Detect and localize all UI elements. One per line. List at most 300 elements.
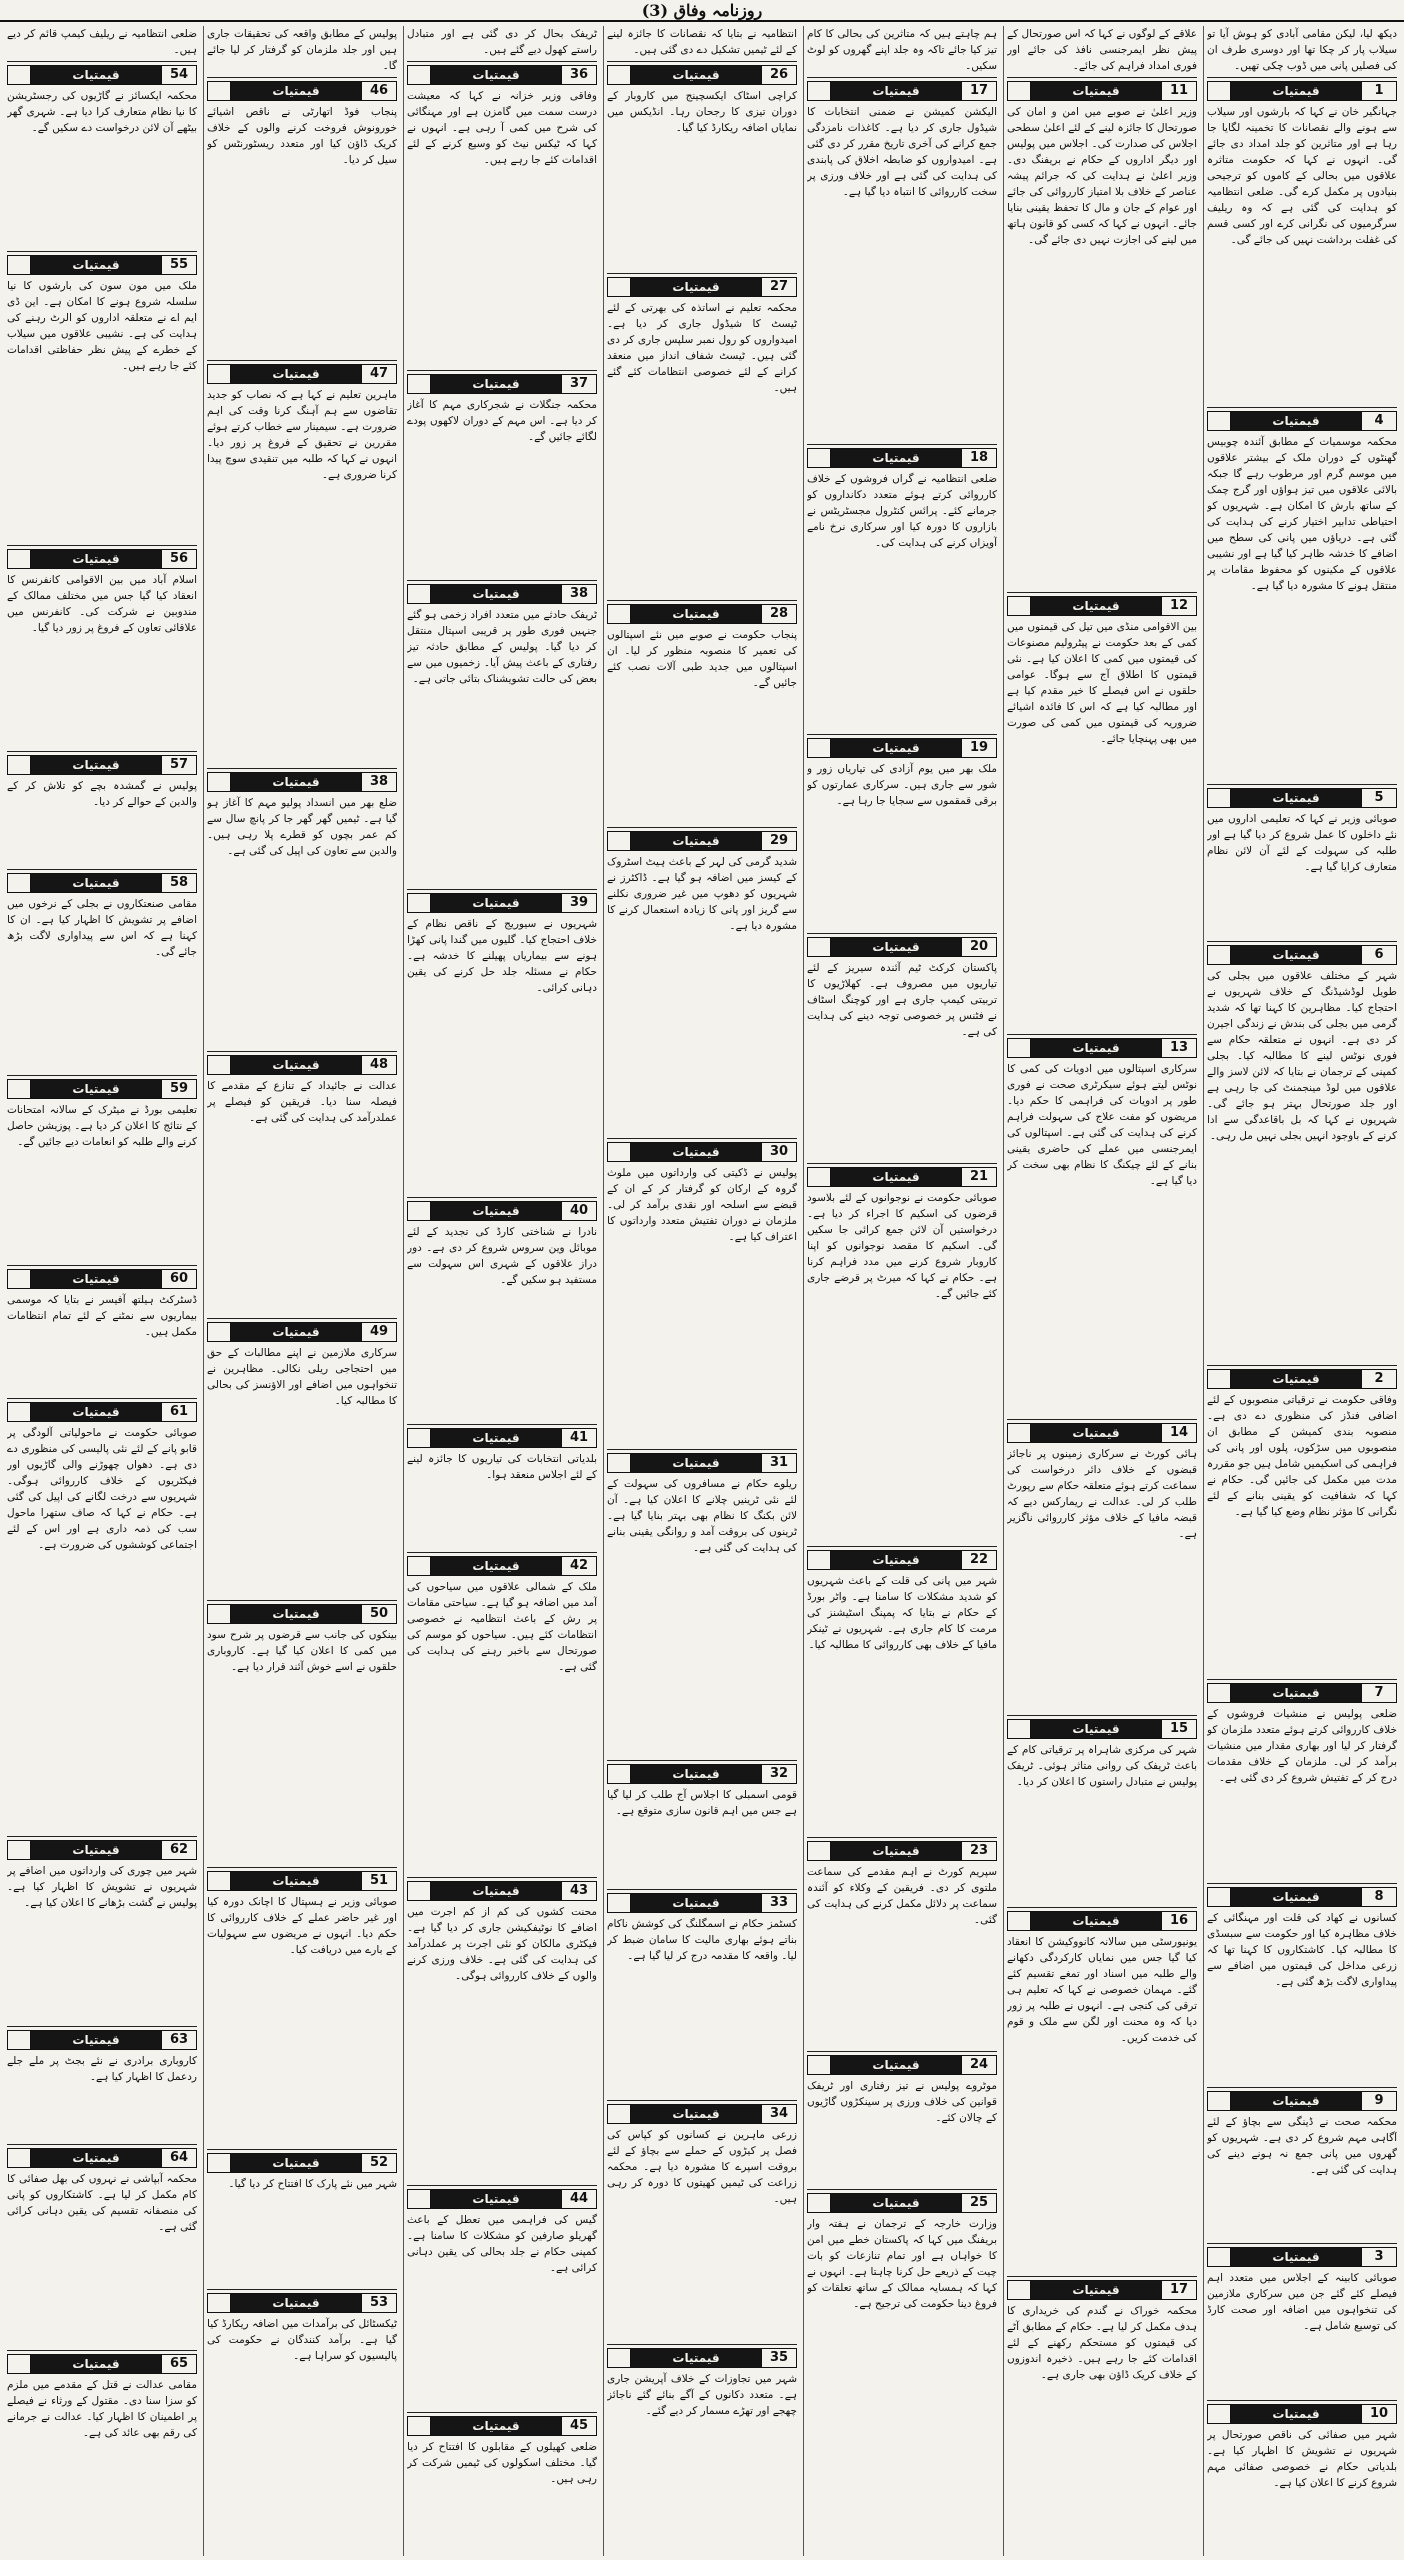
badge-tail [408, 1429, 431, 1447]
badge-tail [1208, 1888, 1231, 1906]
notice-number: 26 [761, 66, 796, 84]
badge-tail [1008, 1720, 1031, 1738]
notice-label: قیمتیات [231, 82, 361, 100]
badge-tail [1208, 1370, 1231, 1388]
classified-columns [4, 26, 1400, 2556]
notice-label: قیمتیات [1031, 1720, 1161, 1738]
notice-item [7, 752, 197, 870]
notice-badge [807, 448, 997, 468]
column [1203, 26, 1400, 2556]
notice-label: قیمتیات [1231, 1684, 1361, 1702]
notice-label: قیمتیات [631, 2349, 761, 2367]
notice-item [807, 1547, 997, 1838]
notice-badge [7, 549, 197, 569]
notice-item [7, 870, 197, 1076]
notice-badge [1207, 1887, 1397, 1907]
notice-text: کسانوں نے کھاد کی قلت اور مہنگائی کے خلاف مظاہرہ کیا اور حکومت سے سبسڈی کا مطالبہ کیا۔ کاشتکاروں کا کہنا تھا کہ زرعی مداخل کی قیمتوں میں اضافے سے پیداواری لاگت بڑھ گئی ہے۔ [1207, 1912, 1397, 1989]
notice-label: قیمتیات [631, 1894, 761, 1912]
notice-text: شدید گرمی کی لہر کے باعث ہیٹ اسٹروک کے کیسز میں اضافہ ہو گیا ہے۔ ڈاکٹرز نے شہریوں کو دھوپ میں غیر ضروری نکلنے سے گریز اور پانی کا زیادہ استعمال کرنے کا مشورہ دیا ہے۔ [607, 856, 797, 933]
notice-badge [1207, 788, 1397, 808]
continued-text: ٹریفک بحال کر دی گئی ہے اور متبادل راستے کھول دیے گئے ہیں۔ [407, 26, 597, 62]
notice-number: 65 [161, 2355, 196, 2373]
notice-label: قیمتیات [1031, 2281, 1161, 2299]
notice-number: 38 [561, 585, 596, 603]
badge-tail [408, 66, 431, 84]
badge-tail [208, 1872, 231, 1890]
notice-badge [607, 2348, 797, 2368]
notice-number: 7 [1361, 1684, 1396, 1702]
notice-item [1207, 78, 1397, 408]
badge-tail [8, 550, 31, 568]
badge-tail [8, 2149, 31, 2167]
notice-badge [407, 65, 597, 85]
notice-number: 22 [961, 1551, 996, 1569]
notice-badge [807, 2055, 997, 2075]
notice-label: قیمتیات [31, 756, 161, 774]
notice-label: قیمتیات [631, 1454, 761, 1472]
notice-badge [7, 2030, 197, 2050]
notice-text: بلدیاتی انتخابات کی تیاریوں کا جائزہ لینے کے لئے اجلاس منعقد ہوا۔ [407, 1452, 597, 1481]
notice-text: بینکوں کی جانب سے قرضوں پر شرح سود میں کمی کا اعلان کیا گیا ہے۔ کاروباری حلقوں نے اسے خوش آئند قرار دیا ہے۔ [207, 1629, 397, 1674]
notice-label: قیمتیات [31, 66, 161, 84]
badge-tail [808, 449, 831, 467]
notice-label: قیمتیات [631, 1765, 761, 1783]
badge-tail [808, 938, 831, 956]
notice-badge [1207, 1683, 1397, 1703]
notice-label: قیمتیات [231, 1056, 361, 1074]
notice-number: 25 [961, 2194, 996, 2212]
badge-tail [8, 66, 31, 84]
badge-tail [208, 1323, 231, 1341]
notice-item [207, 2150, 397, 2290]
badge-tail [1208, 2092, 1231, 2110]
column [803, 26, 1000, 2556]
notice-text: پاکستان کرکٹ ٹیم آئندہ سیریز کے لئے تیاریوں میں مصروف ہے۔ کھلاڑیوں کا تربیتی کیمپ جاری ہے اور کوچنگ اسٹاف نے فٹنس پر خصوصی توجہ دینے کی ہدایت کی ہے۔ [807, 961, 997, 1038]
notice-number: 28 [761, 605, 796, 623]
badge-tail [208, 1605, 231, 1623]
notice-text: ماہرین تعلیم نے کہا ہے کہ نصاب کو جدید تقاضوں سے ہم آہنگ کرنا وقت کی اہم ضرورت ہے۔ سیمینار سے خطاب کرتے ہوئے مقررین نے تحقیق کے فروغ پر زور دیا۔ انہوں نے کہا کہ طلبہ میں تنقیدی سوچ پیدا کرنا ضروری ہے۔ [207, 388, 397, 481]
notice-number: 24 [961, 2056, 996, 2074]
notice-label: قیمتیات [831, 2056, 961, 2074]
badge-tail [1208, 1684, 1231, 1702]
notice-badge [207, 2153, 397, 2173]
notice-label: قیمتیات [1231, 2092, 1361, 2110]
notice-text: محکمہ آبپاشی نے نہروں کی بھل صفائی کا کام مکمل کر لیا ہے۔ کاشتکاروں کو پانی کی منصفانہ تقسیم کی یقین دہانی کرائی گئی ہے۔ [7, 2173, 197, 2234]
badge-tail [1208, 2405, 1231, 2423]
badge-tail [1208, 2248, 1231, 2266]
notice-number: 55 [161, 256, 196, 274]
notice-number: 1 [1361, 82, 1396, 100]
notice-badge [1207, 2091, 1397, 2111]
notice-text: ہائی کورٹ نے سرکاری زمینوں پر ناجائز قبضوں کے خلاف دائر درخواست کی سماعت کرتے ہوئے متعلقہ حکام سے رپورٹ طلب کر لی۔ عدالت نے ریمارکس دیے کہ قبضہ مافیا کے خلاف مؤثر کارروائی ناگزیر ہے۔ [1007, 1447, 1197, 1540]
notice-text: پنجاب فوڈ اتھارٹی نے ناقص اشیائے خورونوش فروخت کرنے والوں کے خلاف کریک ڈاؤن کیا اور متعدد ریسٹورنٹس کو سیل کر دیا۔ [207, 106, 397, 166]
notice-badge [1207, 81, 1397, 101]
notice-text: شہر میں نئے پارک کا افتتاح کر دیا گیا۔ [228, 2178, 397, 2191]
notice-badge [207, 364, 397, 384]
badge-tail [208, 1056, 231, 1074]
notice-label: قیمتیات [431, 375, 561, 393]
notice-badge [407, 1428, 597, 1448]
notice-item [407, 1425, 597, 1553]
notice-number: 2 [1361, 1370, 1396, 1388]
notice-text: محکمہ صحت نے ڈینگی سے بچاؤ کے لئے آگاہی مہم شروع کر دی ہے۔ شہریوں کو گھروں میں پانی جمع نہ ہونے دینے کی ہدایت کی گئی ہے۔ [1207, 2115, 1397, 2176]
notice-label: قیمتیات [231, 2154, 361, 2172]
notice-item [1207, 408, 1397, 785]
notice-badge [207, 81, 397, 101]
notice-item [1007, 1908, 1197, 2277]
notice-badge [1207, 945, 1397, 965]
notice-label: قیمتیات [831, 1842, 961, 1860]
notice-number: 44 [561, 2190, 596, 2208]
notice-label: قیمتیات [231, 365, 361, 383]
badge-tail [808, 739, 831, 757]
badge-tail [408, 2417, 431, 2435]
notice-item [807, 934, 997, 1164]
notice-number: 48 [361, 1056, 396, 1074]
notice-item [1007, 593, 1197, 1035]
badge-tail [408, 1202, 431, 1220]
notice-text: پنجاب حکومت نے صوبے میں نئے اسپتالوں کی تعمیر کا منصوبہ منظور کر لیا۔ ان اسپتالوں میں جدید طبی آلات نصب کئے جائیں گے۔ [607, 628, 797, 689]
notice-number: 8 [1361, 1888, 1396, 1906]
notice-item [607, 2345, 797, 2556]
notice-label: قیمتیات [431, 1882, 561, 1900]
badge-tail [608, 278, 631, 296]
notice-number: 23 [961, 1842, 996, 1860]
notice-item [207, 1601, 397, 1868]
notice-item [7, 62, 197, 252]
notice-number: 43 [561, 1882, 596, 1900]
notice-badge [207, 1604, 397, 1624]
notice-label: قیمتیات [431, 2417, 561, 2435]
notice-number: 16 [1161, 1912, 1196, 1930]
badge-tail [608, 1143, 631, 1161]
notice-text: شہریوں نے سیوریج کے ناقص نظام کے خلاف احتجاج کیا۔ گلیوں میں گندا پانی کھڑا ہونے سے بیماریاں پھیلنے کا خدشہ ہے۔ حکام نے مسئلہ جلد حل کرنے کی یقین دہانی کرائی۔ [407, 917, 597, 994]
notice-label: قیمتیات [831, 1551, 961, 1569]
badge-tail [1208, 789, 1231, 807]
notice-label: قیمتیات [1031, 1912, 1161, 1930]
notice-number: 45 [561, 2417, 596, 2435]
continued-text: علاقے کے لوگوں نے کہا کہ اس صورتحال کے پیش نظر ایمرجنسی نافذ کی جائے اور فوری امداد فراہم کی جائے۔ [1007, 26, 1197, 78]
notice-item [1207, 1680, 1397, 1884]
notice-label: قیمتیات [31, 874, 161, 892]
notice-badge [207, 1871, 397, 1891]
notice-badge [1007, 1038, 1197, 1058]
notice-badge [1007, 1719, 1197, 1739]
column [1003, 26, 1200, 2556]
notice-number: 61 [161, 1403, 196, 1421]
notice-badge [607, 831, 797, 851]
notice-badge [407, 584, 597, 604]
notice-text: ملک کے شمالی علاقوں میں سیاحوں کی آمد میں اضافہ ہو گیا ہے۔ سیاحتی مقامات پر رش کے باعث انتظامیہ نے خصوصی انتظامات کئے ہیں۔ سیاحوں کو موسم کی صورتحال سے باخبر رہنے کی ہدایت کی گئی ہے۔ [407, 1581, 597, 1674]
notice-number: 53 [361, 2294, 396, 2312]
notice-text: موٹروے پولیس نے تیز رفتاری اور ٹریفک قوانین کی خلاف ورزی پر سینکڑوں گاڑیوں کے چالان کئے۔ [807, 2080, 997, 2124]
notice-text: وفاقی وزیر خزانہ نے کہا کہ معیشت درست سمت میں گامزن ہے اور مہنگائی کی شرح میں کمی آ رہی ہے۔ انہوں نے کہا کہ ٹیکس نیٹ کو وسیع کرنے کے لئے اقدامات کئے جا رہے ہیں۔ [407, 90, 597, 166]
notice-text: محکمہ جنگلات نے شجرکاری مہم کا آغاز کر دیا ہے۔ اس مہم کے دوران لاکھوں پودے لگائے جائیں گے۔ [407, 398, 597, 443]
notice-number: 38 [361, 773, 396, 791]
badge-tail [608, 605, 631, 623]
notice-item [1207, 1884, 1397, 2088]
notice-text: پولیس نے گمشدہ بچے کو تلاش کر کے والدین کے حوالے کر دیا۔ [7, 779, 197, 808]
notice-text: ضلعی کھیلوں کے مقابلوں کا افتتاح کر دیا گیا۔ مختلف اسکولوں کی ٹیمیں شرکت کر رہی ہیں۔ [407, 2440, 597, 2485]
notice-text: صوبائی حکومت نے نوجوانوں کے لئے بلاسود قرضوں کی اسکیم کا اجراء کر دیا ہے۔ درخواستیں آن لائن جمع کرائی جا سکیں گی۔ اسکیم کا مقصد نوجوانوں کو اپنا کاروبار شروع کرنے میں مدد فراہم کرنا ہے۔ حکام نے کہا کہ میرٹ پر قرضے جاری کئے جائیں گے۔ [807, 1192, 997, 1301]
badge-tail [608, 2105, 631, 2123]
notice-number: 33 [761, 1894, 796, 1912]
notice-label: قیمتیات [431, 894, 561, 912]
notice-badge [207, 772, 397, 792]
notice-number: 10 [1361, 2405, 1396, 2423]
notice-item [607, 1761, 797, 1890]
notice-text: وزارت خارجہ کے ترجمان نے ہفتہ وار بریفنگ میں کہا کہ پاکستان خطے میں امن کا خواہاں ہے اور تمام تنازعات کو بات چیت کے ذریعے حل کرنا چاہتا ہے۔ انہوں نے کہا کہ ہمسایہ ممالک کے ساتھ تعلقات کو فروغ دینا حکومت کی ترجیح ہے۔ [807, 2218, 997, 2311]
notice-number: 60 [161, 1270, 196, 1288]
notice-number: 6 [1361, 946, 1396, 964]
notice-number: 58 [161, 874, 196, 892]
notice-item [407, 371, 597, 581]
notice-badge [7, 2148, 197, 2168]
continued-text: ہم چاہتے ہیں کہ متاثرین کی بحالی کا کام تیز کیا جائے تاکہ وہ جلد اپنے گھروں کو لوٹ سکیں۔ [807, 26, 997, 78]
notice-badge [207, 2293, 397, 2313]
notice-item [407, 1198, 597, 1424]
notice-label: قیمتیات [431, 1429, 561, 1447]
notice-item [1007, 78, 1197, 593]
notice-badge [1207, 1369, 1397, 1389]
notice-number: 12 [1161, 597, 1196, 615]
notice-badge [807, 2193, 997, 2213]
notice-label: قیمتیات [31, 2149, 161, 2167]
notice-text: کاروباری برادری نے نئے بجٹ پر ملے جلے ردعمل کا اظہار کیا ہے۔ [7, 2055, 197, 2084]
notice-item [407, 2413, 597, 2556]
notice-badge [607, 277, 797, 297]
badge-tail [208, 773, 231, 791]
notice-item [407, 2186, 597, 2412]
notice-number: 39 [561, 894, 596, 912]
notice-item [607, 1890, 797, 2102]
notice-item [7, 252, 197, 546]
notice-label: قیمتیات [1231, 2405, 1361, 2423]
notice-badge [407, 374, 597, 394]
notice-item [807, 1838, 997, 2052]
notice-number: 13 [1161, 1039, 1196, 1057]
notice-item [407, 890, 597, 1199]
notice-badge [1007, 1423, 1197, 1443]
notice-number: 63 [161, 2031, 196, 2049]
notice-number: 42 [561, 1557, 596, 1575]
badge-tail [1208, 82, 1231, 100]
notice-number: 3 [1361, 2248, 1396, 2266]
notice-badge [7, 65, 197, 85]
badge-tail [808, 82, 831, 100]
badge-tail [608, 1894, 631, 1912]
badge-tail [8, 1270, 31, 1288]
badge-tail [408, 2190, 431, 2208]
notice-label: قیمتیات [31, 2355, 161, 2373]
notice-label: قیمتیات [831, 1168, 961, 1186]
notice-text: اسلام آباد میں بین الاقوامی کانفرنس کا انعقاد کیا گیا جس میں مختلف ممالک کے مندوبین نے شرکت کی۔ کانفرنس میں علاقائی تعاون کے فروغ پر زور دیا گیا۔ [7, 573, 197, 634]
notice-item [207, 2290, 397, 2556]
notice-label: قیمتیات [1031, 1424, 1161, 1442]
notice-text: ٹیکسٹائل کی برآمدات میں اضافہ ریکارڈ کیا گیا ہے۔ برآمد کنندگان نے حکومت کی پالیسیوں کو سراہا ہے۔ [207, 2318, 397, 2363]
badge-tail [808, 1842, 831, 1860]
notice-label: قیمتیات [231, 1605, 361, 1623]
notice-label: قیمتیات [431, 2190, 561, 2208]
notice-text: ٹریفک حادثے میں متعدد افراد زخمی ہو گئے جنہیں فوری طور پر قریبی اسپتال منتقل کر دیا گیا۔ پولیس کے مطابق حادثہ تیز رفتاری کے باعث پیش آیا۔ زخمیوں میں سے بعض کی حالت تشویشناک بتائی جاتی ہے۔ [407, 609, 597, 686]
notice-label: قیمتیات [231, 1872, 361, 1890]
notice-label: قیمتیات [31, 1080, 161, 1098]
notice-text: محکمہ خوراک نے گندم کی خریداری کا ہدف مکمل کر لیا ہے۔ حکام کے مطابق آٹے کی قیمتوں کو مستحکم رکھنے کے لئے اقدامات کئے جا رہے ہیں۔ ذخیرہ اندوزوں کے خلاف کریک ڈاؤن بھی جاری ہے۔ [1007, 2304, 1197, 2381]
notice-label: قیمتیات [1031, 82, 1161, 100]
notice-number: 54 [161, 66, 196, 84]
notice-badge [807, 81, 997, 101]
badge-tail [408, 894, 431, 912]
column [4, 26, 200, 2556]
notice-number: 62 [161, 1841, 196, 1859]
badge-tail [1008, 2281, 1031, 2299]
notice-label: قیمتیات [831, 739, 961, 757]
notice-label: قیمتیات [631, 2105, 761, 2123]
notice-badge [1007, 596, 1197, 616]
notice-text: زرعی ماہرین نے کسانوں کو کپاس کی فصل پر کیڑوں کے حملے سے بچاؤ کے لئے بروقت اسپرے کا مشورہ دیا ہے۔ محکمہ زراعت کی ٹیمیں کھیتوں کا دورہ کر رہی ہیں۔ [607, 2129, 797, 2206]
notice-item [807, 1164, 997, 1547]
notice-text: سپریم کورٹ نے اہم مقدمے کی سماعت ملتوی کر دی۔ فریقین کے وکلاء کو آئندہ سماعت پر دلائل مکمل کرنے کی ہدایت کی گئی۔ [807, 1865, 997, 1926]
notice-badge [7, 1269, 197, 1289]
column [403, 26, 600, 2556]
notice-item [607, 1450, 797, 1761]
notice-text: شہر میں پانی کی قلت کے باعث شہریوں کو شدید مشکلات کا سامنا ہے۔ واٹر بورڈ کے حکام نے بتایا کہ پمپنگ اسٹیشنز کی مرمت کا کام جاری ہے۔ شہریوں نے ٹینکر مافیا کے خلاف بھی کارروائی کا مطالبہ کیا۔ [807, 1575, 997, 1651]
notice-badge [407, 1556, 597, 1576]
notice-label: قیمتیات [231, 773, 361, 791]
notice-text: گیس کی فراہمی میں تعطل کے باعث گھریلو صارفین کو مشکلات کا سامنا ہے۔ کمپنی حکام نے جلد بحالی کی یقین دہانی کرائی ہے۔ [407, 2214, 597, 2275]
notice-badge [1007, 1911, 1197, 1931]
notice-badge [1007, 2280, 1197, 2300]
notice-text: محکمہ موسمیات کے مطابق آئندہ چوبیس گھنٹوں کے دوران ملک کے بیشتر علاقوں میں موسم گرم اور مرطوب رہے گا جبکہ بالائی علاقوں میں تیز ہواؤں اور گرج چمک کے ساتھ بارش کا امکان ہے۔ شہریوں کو احتیاطی تدابیر اختیار کرنے کی ہدایت کی گئی ہے۔ دریاؤں میں پانی کی سطح میں اضافے کا خدشہ ظاہر کیا گیا ہے اور نشیبی علاقوں کے مکینوں کو محفوظ مقامات پر منتقل ہونے کا مشورہ دیا گیا ہے۔ [1207, 436, 1397, 593]
notice-badge [607, 1453, 797, 1473]
badge-tail [1008, 1912, 1031, 1930]
notice-number: 34 [761, 2105, 796, 2123]
notice-badge [407, 1881, 597, 1901]
notice-label: قیمتیات [1231, 412, 1361, 430]
badge-tail [8, 874, 31, 892]
notice-label: قیمتیات [831, 449, 961, 467]
notice-badge [607, 1893, 797, 1913]
notice-item [607, 601, 797, 829]
badge-tail [408, 1882, 431, 1900]
notice-label: قیمتیات [1231, 1370, 1361, 1388]
notice-text: شہر کے مختلف علاقوں میں بجلی کی طویل لوڈشیڈنگ کے خلاف شہریوں نے احتجاج کیا۔ مظاہرین کا کہنا تھا کہ شدید گرمی میں بجلی کی بندش نے زندگی اجیرن کر دی ہے۔ انہوں نے متعلقہ حکام سے فوری نوٹس لینے کا مطالبہ کیا۔ بجلی کمپنی کے ترجمان نے بتایا کہ لائن لاسز والے علاقوں میں لوڈ مینجمنٹ کی جا رہی ہے اور جلد صورتحال بہتر ہو جائے گی۔ شہریوں نے کہا کہ بل باقاعدگی سے ادا کرنے کے باوجود انہیں بجلی نہیں مل رہی۔ [1207, 969, 1397, 1142]
notice-item [207, 1868, 397, 2151]
badge-tail [608, 66, 631, 84]
badge-tail [408, 1557, 431, 1575]
notice-label: قیمتیات [1231, 789, 1361, 807]
notice-item [7, 1266, 197, 1400]
notice-item [7, 1837, 197, 2027]
notice-label: قیمتیات [31, 256, 161, 274]
notice-item [207, 1319, 397, 1602]
notice-number: 9 [1361, 2092, 1396, 2110]
notice-number: 52 [361, 2154, 396, 2172]
notice-badge [207, 1322, 397, 1342]
notice-text: مقامی عدالت نے قتل کے مقدمے میں ملزم کو سزا سنا دی۔ مقتول کے ورثاء نے فیصلے پر اطمینان کا اظہار کیا۔ عدالت نے جرمانے کی رقم بھی عائد کی ہے۔ [7, 2379, 197, 2440]
notice-number: 37 [561, 375, 596, 393]
notice-text: مقامی صنعتکاروں نے بجلی کے نرخوں میں اضافے پر تشویش کا اظہار کیا ہے۔ ان کا کہنا ہے کہ اس سے پیداواری لاگت بڑھ جائے گی۔ [7, 897, 197, 958]
notice-badge [1207, 411, 1397, 431]
notice-text: شہر میں چوری کی وارداتوں میں اضافے پر شہریوں نے تشویش کا اظہار کیا ہے۔ پولیس نے گشت بڑھانے کا اعلان کیا ہے۔ [7, 1865, 197, 1910]
continued-text: پولیس کے مطابق واقعہ کی تحقیقات جاری ہیں اور جلد ملزمان کو گرفتار کر لیا جائے گا۔ [207, 26, 397, 78]
badge-tail [608, 1765, 631, 1783]
notice-item [807, 78, 997, 445]
notice-item [1207, 1366, 1397, 1680]
notice-badge [7, 255, 197, 275]
notice-text: محنت کشوں کی کم از کم اجرت میں اضافے کا نوٹیفکیشن جاری کر دیا گیا ہے۔ فیکٹری مالکان کو نئی اجرت پر عملدرآمد کی ہدایت کی گئی ہے۔ خلاف ورزی کرنے والوں کے خلاف کارروائی ہوگی۔ [407, 1905, 597, 1982]
notice-text: الیکشن کمیشن نے ضمنی انتخابات کا شیڈول جاری کر دیا ہے۔ کاغذات نامزدگی جمع کرانے کی آخری تاریخ مقرر کر دی گئی ہے۔ امیدواروں کو ضابطہ اخلاق کی پابندی کی ہدایت کی گئی ہے اور خلاف ورزی پر سخت کارروائی کا انتباہ دیا گیا ہے۔ [807, 106, 997, 198]
notice-number: 32 [761, 1765, 796, 1783]
notice-label: قیمتیات [831, 82, 961, 100]
notice-text: وفاقی حکومت نے ترقیاتی منصوبوں کے لئے اضافی فنڈز کی منظوری دے دی ہے۔ منصوبہ بندی کمیشن کے مطابق ان منصوبوں میں سڑکوں، پلوں اور پانی کی فراہمی کی اسکیمیں شامل ہیں جو مقررہ مدت میں مکمل کی جائیں گی۔ حکام نے کہا کہ شفافیت کو یقینی بنانے کے لئے نگرانی کا مؤثر نظام وضع کیا گیا ہے۔ [1207, 1394, 1397, 1519]
notice-item [1007, 1035, 1197, 1420]
notice-text: ڈسٹرکٹ ہیلتھ آفیسر نے بتایا کہ موسمی بیماریوں سے نمٹنے کے لئے تمام انتظامات مکمل ہیں۔ [7, 1293, 197, 1338]
notice-number: 35 [761, 2349, 796, 2367]
notice-number: 17 [1161, 2281, 1196, 2299]
badge-tail [608, 2349, 631, 2367]
badge-tail [808, 2194, 831, 2212]
notice-text: شہر میں صفائی کی ناقص صورتحال پر شہریوں نے تشویش کا اظہار کیا ہے۔ بلدیاتی حکام نے خصوصی صفائی مہم شروع کرنے کا اعلان کیا ہے۔ [1207, 2428, 1397, 2489]
notice-text: کسٹمز حکام نے اسمگلنگ کی کوشش ناکام بناتے ہوئے بھاری مالیت کا سامان ضبط کر لیا۔ واقعہ کا مقدمہ درج کر لیا گیا ہے۔ [607, 1917, 797, 1962]
notice-label: قیمتیات [631, 66, 761, 84]
notice-number: 64 [161, 2149, 196, 2167]
continued-text: ضلعی انتظامیہ نے ریلیف کیمپ قائم کر دیے ہیں۔ [7, 26, 197, 62]
notice-item [1207, 2401, 1397, 2556]
notice-number: 57 [161, 756, 196, 774]
badge-tail [8, 2031, 31, 2049]
notice-item [7, 1399, 197, 1837]
notice-item [807, 445, 997, 736]
notice-number: 30 [761, 1143, 796, 1161]
notice-label: قیمتیات [431, 585, 561, 603]
notice-item [207, 1052, 397, 1319]
continued-text: انتظامیہ نے بتایا کہ نقصانات کا جائزہ لینے کے لئے ٹیمیں تشکیل دے دی گئی ہیں۔ [607, 26, 797, 62]
notice-label: قیمتیات [1231, 1888, 1361, 1906]
notice-number: 56 [161, 550, 196, 568]
notice-label: قیمتیات [1231, 82, 1361, 100]
notice-text: سرکاری اسپتالوں میں ادویات کی کمی کا نوٹس لیتے ہوئے سیکرٹری صحت نے فوری طور پر ادویات کی فراہمی کا حکم دیا۔ مریضوں کو مفت علاج کی سہولت فراہم کرنے کی ہدایت کی گئی ہے۔ اسپتالوں کی ایمرجنسی میں عملے کی حاضری یقینی بنانے کے لئے چیکنگ کا نظام بھی سخت کر دیا گیا ہے۔ [1007, 1062, 1197, 1187]
notice-item [1207, 785, 1397, 941]
notice-number: 46 [361, 82, 396, 100]
notice-number: 50 [361, 1605, 396, 1623]
notice-label: قیمتیات [1031, 597, 1161, 615]
notice-item [407, 581, 597, 890]
notice-item [1007, 1420, 1197, 1716]
continued-text: دیکھ لیا، لیکن مقامی آبادی کو ہوش آیا تو سیلاب پار کر چکا تھا اور دوسری طرف ان کی فصلیں پانی میں ڈوب چکی تھیں۔ [1207, 26, 1397, 78]
notice-badge [7, 873, 197, 893]
badge-tail [1008, 1424, 1031, 1442]
notice-item [207, 361, 397, 770]
notice-number: 29 [761, 832, 796, 850]
notice-number: 19 [961, 739, 996, 757]
notice-number: 41 [561, 1429, 596, 1447]
notice-label: قیمتیات [1231, 2248, 1361, 2266]
notice-badge [607, 65, 797, 85]
notice-item [807, 735, 997, 933]
notice-label: قیمتیات [431, 66, 561, 84]
notice-item [607, 62, 797, 274]
notice-label: قیمتیات [1031, 1039, 1161, 1057]
notice-item [807, 2052, 997, 2190]
notice-text: صوبائی حکومت نے ماحولیاتی آلودگی پر قابو پانے کے لئے نئی پالیسی کی منظوری دے دی ہے۔ دھواں چھوڑنے والی گاڑیوں اور فیکٹریوں کے خلاف کارروائی ہوگی۔ شہریوں سے درخت لگانے کی اپیل کی گئی ہے۔ حکام نے کہا کہ صاف ستھرا ماحول سب کی ذمہ داری ہے اور اس کے لئے اجتماعی کوششوں کی ضرورت ہے۔ [7, 1427, 197, 1552]
notice-number: 20 [961, 938, 996, 956]
badge-tail [1208, 412, 1231, 430]
badge-tail [1008, 597, 1031, 615]
notice-badge [807, 1167, 997, 1187]
notice-label: قیمتیات [831, 2194, 961, 2212]
notice-text: شہر میں تجاوزات کے خلاف آپریشن جاری ہے۔ متعدد دکانوں کے آگے بنائے گئے ناجائز چھجے اور تھڑے مسمار کر دیے گئے۔ [607, 2373, 797, 2418]
